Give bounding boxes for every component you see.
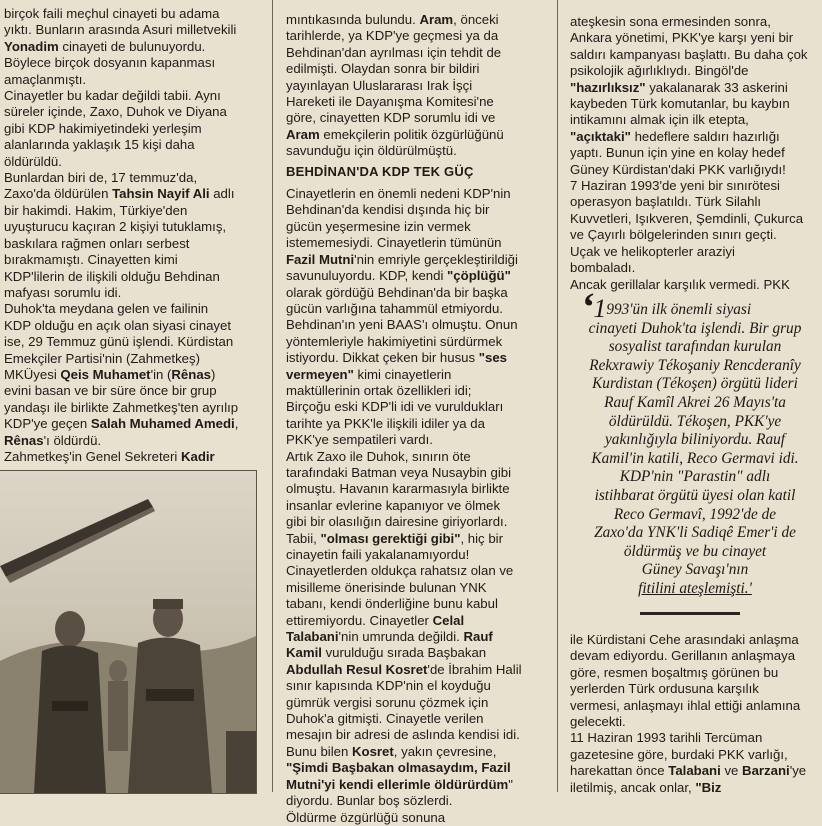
text-line: yayınlayan Uluslararası Irak İşçi <box>286 77 473 93</box>
text-line: Kamil vurulduğu sırada Başbakan <box>286 645 487 661</box>
text-line: tarihte ya PKK'le ilişkili idiler ya da <box>286 415 485 431</box>
text-line: Hareketi ile Dayanışma Komitesi'ne <box>286 94 494 110</box>
text-line: süreler içinde, Zaxo, Duhok ve Diyana <box>4 104 227 120</box>
text-line: alanlarında yaklaşık 15 kişi daha <box>4 137 195 153</box>
pull-quote-line: KDP'nin "Parastin" adlı <box>619 468 771 486</box>
text-line: Güney Kürdistan'daki PKK varlığıydı! <box>570 161 786 177</box>
text-line: "Şimdi Başbakan olmasaydım, Fazil <box>286 760 511 776</box>
pull-quote-line: yakınlığıyla biliniyordu. Rauf <box>605 431 785 449</box>
text-line: Fazil Mutni'nin emriyle gerçekleştirildiği <box>286 251 518 267</box>
text-line: yaptı. Bunun için yine en kolay hedef <box>570 145 785 161</box>
text-line: yerlerden Türk ordusuna karşılık <box>570 681 759 697</box>
text-line: Emekçiler Partisi'nin (Zahmetkeş) <box>4 350 200 366</box>
text-line: Birçoğu eski KDP'li idi ve vuruldukları <box>286 399 504 415</box>
text-line: PKK'ye sempatileri vardı. <box>286 432 433 448</box>
text-line: edilmişti. Olaydan sonra bir bildiri <box>286 61 480 77</box>
text-line: Ancak gerillalar karşılık vermedi. PKK <box>570 276 790 292</box>
text-line: mıntıkasında bulundu. Aram, önceki <box>286 12 499 27</box>
text-line: Mutni'yi kendi ellerimle öldürürdüm" <box>286 776 513 792</box>
text-line: yöntemleriyle hakimiyetini sürdürmek <box>286 333 503 349</box>
text-line: diyordu. Bunlar boş sözlerdi. <box>286 793 453 809</box>
section-heading: BEHDİNAN'DA KDP TEK GÜÇ <box>286 163 474 179</box>
text-line: savunduğu için öldürülmüştü. <box>286 143 457 159</box>
pull-quote-line: Kurdistan (Tékoşen) örgütü lideri <box>592 375 798 393</box>
text-line: ettiremiyordu. Cinayetler Celal <box>286 612 465 628</box>
name-yonadim: Yonadim <box>4 38 59 54</box>
text-line: KDP olduğu en açık olan siyasi cinayet <box>4 317 232 333</box>
pull-quote-line: Zaxo'da YNK'li Sadiqê Emer'i de <box>594 524 796 542</box>
article-column-3-continued <box>570 632 822 796</box>
quote-divider <box>640 612 740 615</box>
pull-quote-line: Rekxrawiy Tékoşaniy Rencderanîy <box>589 356 801 374</box>
article-column-1 <box>4 6 256 465</box>
text-line: tarafındaki Batman veya Nusaybin gibi <box>286 464 512 480</box>
text-line: uyuşturucu kaçıran 2 kişiyi tutuklamış, <box>4 219 227 235</box>
text-line: Behdinan'dan ayrılması için tehdit de <box>286 44 502 60</box>
text-line: Ankara yönetimi, PKK'ye karşı yeni bir <box>570 30 794 46</box>
text-line: iletilmiş, ancak onlar, "Biz <box>570 779 722 795</box>
text-line: gelecekti. <box>570 714 626 730</box>
text-line: vermesi, anlaşmayı ihlal ettiği anlamına <box>570 697 801 713</box>
text-line: gibi KDP hakimiyetindeki yerleşim <box>4 120 202 136</box>
text-line: gibi bir olasılığın dairesine giriyorlardı. <box>286 514 508 530</box>
text-line: harekattan önce Talabani ve Barzani'ye <box>570 763 807 779</box>
text-line: Böylece birçok dosyanın kapanması <box>4 55 216 71</box>
text-line: Cinayetler bu kadar değildi tabii. Aynı <box>4 88 221 104</box>
text-line: Cinayetlerden oldukça rahatsız olan ve <box>286 563 514 579</box>
text-line: maktüllerinin ortak özellikleri idi; <box>286 382 472 398</box>
text-line: KDP'lilerin de ilişkili olduğu Behdinan <box>4 268 220 284</box>
text-line: evini basan ve bir süre önce bir grup <box>4 383 217 399</box>
drop-digit: 1 <box>593 294 607 323</box>
text-line: amaçlanmıştı. <box>4 71 87 87</box>
photo-illustration <box>0 471 256 793</box>
text-line: Duhok'ta meydana gelen ve failinin <box>4 301 209 317</box>
text-line: ve Çayırlı bölgelerinden sınırı geçti. <box>570 227 777 243</box>
text-line: gazetesine göre, burdaki PKK varlığı, <box>570 746 788 762</box>
text-line: ateşkesin sona ermesinden sonra, <box>570 14 771 29</box>
text-line: mafyası sorumlu idi. <box>4 284 122 300</box>
text-line: Bunlardan biri de, 17 temmuz'da, <box>4 170 198 186</box>
text-line: Zahmetkeş'in Genel Sekreteri Kadir <box>4 448 215 464</box>
text-line: göre, resmen boşaltmış görünen bu <box>570 664 779 680</box>
text-line: KDP'ye geçen Salah Muhamed Amedi, <box>4 416 239 432</box>
text-line: Bunu bilen Kosret, yakın çevresine, <box>286 743 497 759</box>
text-line: ile Kürdistani Cehe arasındaki anlaşma <box>570 632 799 647</box>
pull-quote-line: Rauf Kamîl Akrei 26 Mayıs'ta <box>604 393 786 411</box>
text-line: Talabani'nin umrunda değildi. Rauf <box>286 629 493 645</box>
text-line: kaybeden Türk komutanlar, bu kaybın <box>570 96 790 112</box>
text-line: sınır kapısında KDP'nin el koyduğu <box>286 678 491 694</box>
text-line: Zaxo'da öldürülen Tahsin Nayif Ali adlı <box>4 186 235 202</box>
text-line: Aram emekçilerin politik özgürlüğünü <box>286 126 504 142</box>
text-line: gümrük vergisi sorunu çözmek için <box>286 694 489 710</box>
text-line: tabanı, kendi önderliğine bunu kabul <box>286 596 498 612</box>
text-line: istiyordu. Dikkat çeken bir husus "ses <box>286 350 508 366</box>
text-line: Yonadim cinayeti de bulunuyordu. <box>4 38 206 54</box>
text-line: Cinayetlerin en önemli nedeni KDP'nin <box>286 186 511 202</box>
text-line: Rênas'ı öldürdü. <box>4 432 102 448</box>
text-line: tarihlerde, ya KDP'ye geçmesi ya da <box>286 28 499 44</box>
text-line: "hazırlıksız" yakalanarak 33 askerini <box>570 79 788 95</box>
text-line: öldürüldü. <box>4 153 62 169</box>
text-line: 11 Haziran 1993 tarihli Tercüman <box>570 730 763 746</box>
text-line: yandaşı ile birlikte Zahmetkeş'ten ayrılıp <box>4 399 239 415</box>
text-line: devam ediyordu. Gerillanın anlaşmaya <box>570 648 796 664</box>
pull-quote-line: öldürüldü. Tékoşen, PKK'ye <box>608 412 782 430</box>
text-line: mesajın bir adresi de aslında kendisi idi. <box>286 727 520 743</box>
text-line: ise, 29 Temmuz günü işlendi. Kürdistan <box>4 334 234 350</box>
text-line: Tabii, "olması gerektiği gibi", hiç bir <box>286 530 503 546</box>
text-line: bırakmamıştı. Cinayetten kimi <box>4 252 178 268</box>
text-line: olmuştu. Havanın kararmasıyla birlikte <box>286 481 510 497</box>
text-line: yıktı. Bunların arasında Asuri milletvekili <box>4 22 237 38</box>
text-line: Behdinan'da kendisi dışında hiç bir <box>286 202 490 218</box>
column-rule-right <box>557 0 558 792</box>
text-line: 7 Haziran 1993'de yeni bir sınırötesi <box>570 178 780 194</box>
text-line: vermeyen" kimi cinayetlerin <box>286 366 452 382</box>
news-photo <box>0 470 257 794</box>
text-line: "açıktaki" hedeflere saldırı hazırlığı <box>570 128 780 144</box>
pull-quote-line: Kamil'in katili, Reco Germavi idi. <box>591 449 799 467</box>
quote-mark-icon: ‘ <box>582 284 594 329</box>
text-line: Artık Zaxo ile Duhok, sınırın öte <box>286 448 471 464</box>
pull-quote-text: 993'ün ilk önemli siyasi <box>606 301 752 318</box>
text-line: olarak gördüğü Behdinan'da bir başka <box>286 284 508 300</box>
text-line: cinayetin faili yakalanamıyordu! <box>286 547 470 562</box>
text-line: Uçak ve helikopterler araziyi <box>570 243 735 259</box>
pull-quote-line: istihbarat örgütü üyesi olan katil <box>594 486 796 504</box>
text-line: birçok faili meçhul cinayeti bu adama <box>4 6 220 21</box>
text-line: Abdullah Resul Kosret'de İbrahim Halil <box>286 661 522 677</box>
pull-quote-line: Reco Germavî, 1992'de de <box>613 505 777 523</box>
column-rule-left <box>272 0 273 792</box>
text-line: Duhok'a gitmişti. Cinayetle verilen <box>286 711 484 727</box>
text-line: Behdinan'ın yeni BAAS'ı olmuştu. Onun <box>286 317 518 333</box>
text-line: gücün yeşermesine izin vermek <box>286 218 471 234</box>
pull-quote-line: Güney Savaşı'nın <box>641 561 749 579</box>
pull-quote-line: öldürmüş ve bu cinayet <box>623 542 767 560</box>
pull-quote-line: sosyalist tarafından kurulan <box>608 338 782 356</box>
text-line: MKÜyesi Qeis Muhamet'in (Rênas) <box>4 366 216 382</box>
pull-quote-line: cinayeti Duhok'ta işlendi. Bir grup <box>588 319 802 337</box>
text-line: Kuvvetleri, Işıkveren, Şemdinli, Çukurca <box>570 210 804 226</box>
text-line: bombaladı. <box>570 260 636 276</box>
article-column-3 <box>570 14 822 293</box>
text-line: savunuluyordu. KDP, kendi "çöplüğü" <box>286 268 511 284</box>
text-line: istememesiydi. Cinayetlerin tümünün <box>286 235 502 251</box>
text-line: psikolojik ağırlıklıydı. Bingöl'de <box>570 63 749 79</box>
text-line: intikamını almak için ilk etepta, <box>570 112 749 128</box>
text-line: insanlar evlerine kapanıyor ve ölmek <box>286 497 501 513</box>
article-column-2 <box>286 12 548 826</box>
text-line: gücün varlığına tahammül etmiyordu. <box>286 300 503 316</box>
text-line: baskılara rağmen onları serbest <box>4 235 190 251</box>
text-line: operasyon başlatıldı. Türk Silahlı <box>570 194 762 210</box>
text-line: saldırı kampanyası başlattı. Bu daha çok <box>570 46 808 62</box>
text-line: Öldürme özgürlüğü sonuna <box>286 809 446 825</box>
text-line: misilleme önerisinde bulunan YNK <box>286 579 487 595</box>
pull-quote-last-line: fitilini ateşlemişti.' <box>638 579 752 597</box>
text-line: göre, cinayetten KDP sorumlu idi ve <box>286 110 496 126</box>
text-line: bir hakimdi. Hakim, Türkiye'den <box>4 202 188 218</box>
